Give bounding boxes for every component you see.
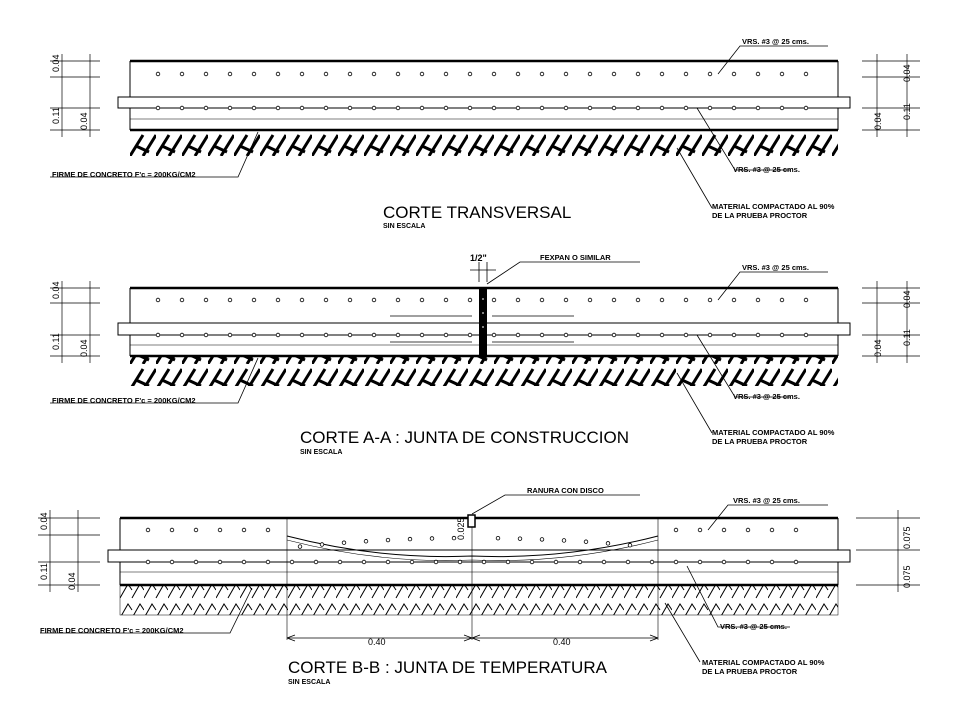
rebar-dot — [396, 106, 400, 110]
saw-groove — [468, 515, 475, 527]
rebar-dot — [320, 543, 324, 547]
rebar-dot — [276, 72, 280, 76]
rebar-dot — [146, 560, 150, 564]
rebar-dot — [588, 333, 592, 337]
rebar-dot — [732, 298, 736, 302]
dim-right-top-2: 0.04 — [902, 290, 912, 308]
rebar-dot — [636, 72, 640, 76]
rebar-dot — [194, 560, 198, 564]
rebar-dot — [564, 298, 568, 302]
rebar-dot — [348, 298, 352, 302]
rebar-dot — [684, 298, 688, 302]
rebar-dot — [612, 333, 616, 337]
rebar-dot — [146, 528, 150, 532]
title-section-2: CORTE A-A : JUNTA DE CONSTRUCCION — [300, 428, 630, 447]
rebar-dot — [252, 106, 256, 110]
rebar-dot — [300, 72, 304, 76]
rebar-dot — [684, 106, 688, 110]
rebar-dot — [372, 72, 376, 76]
rebar-dot — [660, 298, 664, 302]
rebar-dot — [636, 333, 640, 337]
rebar-dot — [602, 560, 606, 564]
rebar-dot — [506, 560, 510, 564]
rebar-dot — [342, 541, 346, 545]
rebar-dot — [804, 298, 808, 302]
rebar-dot — [756, 72, 760, 76]
rebar-dot — [276, 333, 280, 337]
compacted-base-3 — [120, 585, 838, 615]
base-label-3b: DE LA PRUEBA PROCTOR — [702, 667, 798, 676]
dim-right-a-3: 0.075 — [902, 526, 912, 549]
rebar-dot — [492, 72, 496, 76]
joint-width-dim — [470, 262, 496, 282]
dim-bottom-1: 0.04 — [79, 112, 89, 130]
rebar-dot — [492, 298, 496, 302]
rebar-dot — [722, 560, 726, 564]
rebar-dot — [364, 539, 368, 543]
rebar-dot — [180, 333, 184, 337]
rebar-dot — [698, 560, 702, 564]
rebar-dot — [540, 72, 544, 76]
scale-section-2: SIN ESCALA — [300, 449, 343, 456]
rebar-dot — [626, 560, 630, 564]
rebar-dot — [228, 72, 232, 76]
rebar-dot — [444, 106, 448, 110]
rebar-dot — [540, 538, 544, 542]
dim-total-1: 0.11 — [51, 107, 61, 124]
rebar-bottom-label-2: VRS. #3 @ 25 cms. — [733, 392, 800, 401]
rebar-dot — [396, 298, 400, 302]
dim-right-bottom-2: 0.04 — [873, 339, 883, 357]
rebar-dot — [434, 560, 438, 564]
rebar-top-label-1: VRS. #3 @ 25 cms. — [742, 37, 809, 46]
rebar-dot — [722, 528, 726, 532]
rebar-dot — [496, 536, 500, 540]
rebar-dot — [746, 528, 750, 532]
rebar-dot — [372, 333, 376, 337]
dim-top-3: 0.04 — [39, 512, 49, 530]
rebar-dot — [588, 298, 592, 302]
span-left: 0.40 — [368, 637, 386, 647]
rebar-dot — [732, 72, 736, 76]
rebar-dot — [516, 333, 520, 337]
rebar-dot — [444, 72, 448, 76]
section-transversal — [50, 37, 920, 230]
rebar-dot — [708, 106, 712, 110]
rebar-dot — [804, 333, 808, 337]
rebar-dot — [516, 72, 520, 76]
rebar-bottom-label-3: VRS. #3 @ 25 cms. — [720, 622, 787, 631]
rebar-dot — [170, 560, 174, 564]
leaders-1 — [50, 46, 828, 208]
rebar-dot — [804, 72, 808, 76]
dim-right-top-1: 0.04 — [902, 64, 912, 82]
rebar-dot — [276, 106, 280, 110]
rebar-dot — [756, 333, 760, 337]
base-label-1a: MATERIAL COMPACTADO AL 90% — [712, 202, 835, 211]
rebar-dot — [420, 106, 424, 110]
span-right: 0.40 — [553, 637, 571, 647]
base-label-2a: MATERIAL COMPACTADO AL 90% — [712, 428, 835, 437]
rebar-dot — [770, 528, 774, 532]
rebar-dot — [314, 560, 318, 564]
rebar-dot — [194, 528, 198, 532]
rebar-dot — [324, 106, 328, 110]
dim-top-1: 0.04 — [51, 54, 61, 72]
rebar-dot — [804, 106, 808, 110]
rebar-dot — [410, 560, 414, 564]
rebar-dot — [300, 333, 304, 337]
rebar-dot — [780, 298, 784, 302]
rebar-dot — [674, 560, 678, 564]
rebar-dot — [252, 72, 256, 76]
rebar-dot — [298, 545, 302, 549]
slab-label-2: FIRME DE CONCRETO F'c = 200KG/CM2 — [52, 396, 196, 405]
rebar-dot — [204, 106, 208, 110]
rebar-dot — [228, 333, 232, 337]
rebar-dot — [516, 298, 520, 302]
rebar-dot — [468, 333, 472, 337]
dim-total-3: 0.11 — [39, 563, 49, 580]
rebar-dot — [348, 333, 352, 337]
rebar-dot — [628, 543, 632, 547]
rebar-dot — [180, 106, 184, 110]
rebar-dot — [746, 560, 750, 564]
rebar-dot — [732, 106, 736, 110]
scale-section-1: SIN ESCALA — [383, 223, 426, 230]
rebar-dot — [468, 106, 472, 110]
rebar-dot — [588, 106, 592, 110]
rebar-dot — [554, 560, 558, 564]
rebar-dot — [562, 539, 566, 543]
rebar-dot — [468, 298, 472, 302]
rebar-dot — [252, 298, 256, 302]
title-section-3: CORTE B-B : JUNTA DE TEMPERATURA — [288, 658, 607, 677]
rebar-dot — [492, 333, 496, 337]
rebar-dot — [242, 560, 246, 564]
rebar-dot — [540, 333, 544, 337]
rebar-dot — [266, 560, 270, 564]
rebar-dot — [636, 106, 640, 110]
rebar-dot — [770, 560, 774, 564]
slab-label-1: FIRME DE CONCRETO F'c = 200KG/CM2 — [52, 170, 196, 179]
rebar-dot — [204, 72, 208, 76]
rebar-dot — [756, 298, 760, 302]
rebar-dot — [458, 560, 462, 564]
leaders-3 — [40, 495, 828, 662]
dim-total-2: 0.11 — [51, 333, 61, 350]
rebar-dot — [636, 298, 640, 302]
rebar-dot — [348, 106, 352, 110]
base-label-1b: DE LA PRUEBA PROCTOR — [712, 211, 808, 220]
slab-1 — [118, 61, 850, 130]
rebar-dot — [684, 72, 688, 76]
rebar-dot — [420, 72, 424, 76]
rebar-bottom-label-1: VRS. #3 @ 25 cms. — [733, 165, 800, 174]
rebar-dot — [204, 298, 208, 302]
rebar-dot — [660, 106, 664, 110]
slab-label-3: FIRME DE CONCRETO F'c = 200KG/CM2 — [40, 626, 184, 635]
rebar-dot — [518, 537, 522, 541]
dim-bottom-3: 0.04 — [67, 572, 77, 590]
rebar-dot — [324, 298, 328, 302]
title-section-1: CORTE TRANSVERSAL — [383, 203, 572, 222]
compacted-base-1 — [130, 130, 838, 160]
rebar-dot — [228, 298, 232, 302]
rebar-dot — [612, 72, 616, 76]
rebar-dot — [444, 333, 448, 337]
rebar-dot — [396, 333, 400, 337]
rebar-dot — [338, 560, 342, 564]
rebar-dot — [156, 298, 160, 302]
section-construction-joint — [50, 253, 920, 456]
rebar-dot — [708, 333, 712, 337]
rebar-dot — [660, 72, 664, 76]
rebar-dot — [156, 106, 160, 110]
rebar-dot — [516, 106, 520, 110]
rebar-dot — [780, 333, 784, 337]
rebar-dot — [396, 72, 400, 76]
rebar-dot — [732, 333, 736, 337]
rebar-dot — [204, 333, 208, 337]
rebar-dot — [180, 298, 184, 302]
rebar-dot — [242, 528, 246, 532]
dim-right-b-3: 0.075 — [902, 565, 912, 588]
compacted-base-2 — [130, 356, 838, 386]
rebar-dot — [266, 528, 270, 532]
rebar-dot — [698, 528, 702, 532]
dim-right-total-2: 0.11 — [902, 329, 912, 346]
rebar-dot — [756, 106, 760, 110]
rebar-dot — [780, 106, 784, 110]
section-temperature-joint — [38, 486, 920, 686]
rebar-dot — [578, 560, 582, 564]
rebar-dot — [408, 537, 412, 541]
rebar-dot — [588, 72, 592, 76]
dim-top-2: 0.04 — [51, 281, 61, 299]
rebar-dot — [612, 106, 616, 110]
rebar-dot — [468, 72, 472, 76]
rebar-dot — [300, 106, 304, 110]
rebar-dot — [492, 106, 496, 110]
rebar-dot — [156, 333, 160, 337]
rebar-top-label-3: VRS. #3 @ 25 cms. — [733, 496, 800, 505]
rebar-dot — [660, 333, 664, 337]
rebar-row-top-1 — [156, 72, 808, 76]
joint-width-label: 1/2" — [470, 253, 487, 263]
dim-right-bottom-1: 0.04 — [873, 112, 883, 130]
rebar-dot — [530, 560, 534, 564]
dim-right-total-1: 0.11 — [902, 103, 912, 120]
rebar-dot — [218, 528, 222, 532]
rebar-dot — [606, 542, 610, 546]
rebar-dot — [564, 72, 568, 76]
rebar-dot — [324, 72, 328, 76]
base-label-3a: MATERIAL COMPACTADO AL 90% — [702, 658, 825, 667]
rebar-dot — [482, 560, 486, 564]
rebar-dot — [540, 298, 544, 302]
rebar-dot — [300, 298, 304, 302]
rebar-dot — [386, 538, 390, 542]
rebar-dot — [180, 72, 184, 76]
rebar-dot — [444, 298, 448, 302]
rebar-dot — [564, 106, 568, 110]
rebar-dot — [362, 560, 366, 564]
rebar-dot — [430, 537, 434, 541]
rebar-dot — [794, 528, 798, 532]
rebar-dot — [290, 560, 294, 564]
rebar-dot — [794, 560, 798, 564]
joint-filler-label: FEXPAN O SIMILAR — [540, 253, 611, 262]
rebar-dot — [276, 298, 280, 302]
rebar-dot — [684, 333, 688, 337]
rebar-dot — [218, 560, 222, 564]
rebar-dot — [348, 72, 352, 76]
rebar-dot — [564, 333, 568, 337]
rebar-dot — [324, 333, 328, 337]
rebar-dot — [386, 560, 390, 564]
rebar-dot — [156, 72, 160, 76]
base-label-2b: DE LA PRUEBA PROCTOR — [712, 437, 808, 446]
rebar-dot — [372, 106, 376, 110]
rebar-top-label-2: VRS. #3 @ 25 cms. — [742, 263, 809, 272]
rebar-dot — [420, 298, 424, 302]
span-dimension — [287, 635, 658, 641]
rebar-dot — [708, 298, 712, 302]
rebar-dot — [780, 72, 784, 76]
rebar-dot — [650, 560, 654, 564]
rebar-dot — [420, 333, 424, 337]
dim-bottom-2: 0.04 — [79, 339, 89, 357]
rebar-dot — [170, 528, 174, 532]
scale-section-3: SIN ESCALA — [288, 679, 331, 686]
rebar-dot — [228, 106, 232, 110]
rebar-dot — [540, 106, 544, 110]
rebar-dot — [252, 333, 256, 337]
rebar-dot — [674, 528, 678, 532]
rebar-dot — [708, 72, 712, 76]
groove-depth: 0.025 — [456, 517, 466, 540]
groove-label: RANURA CON DISCO — [527, 486, 604, 495]
rebar-dot — [612, 298, 616, 302]
rebar-dot — [372, 298, 376, 302]
rebar-dot — [584, 540, 588, 544]
